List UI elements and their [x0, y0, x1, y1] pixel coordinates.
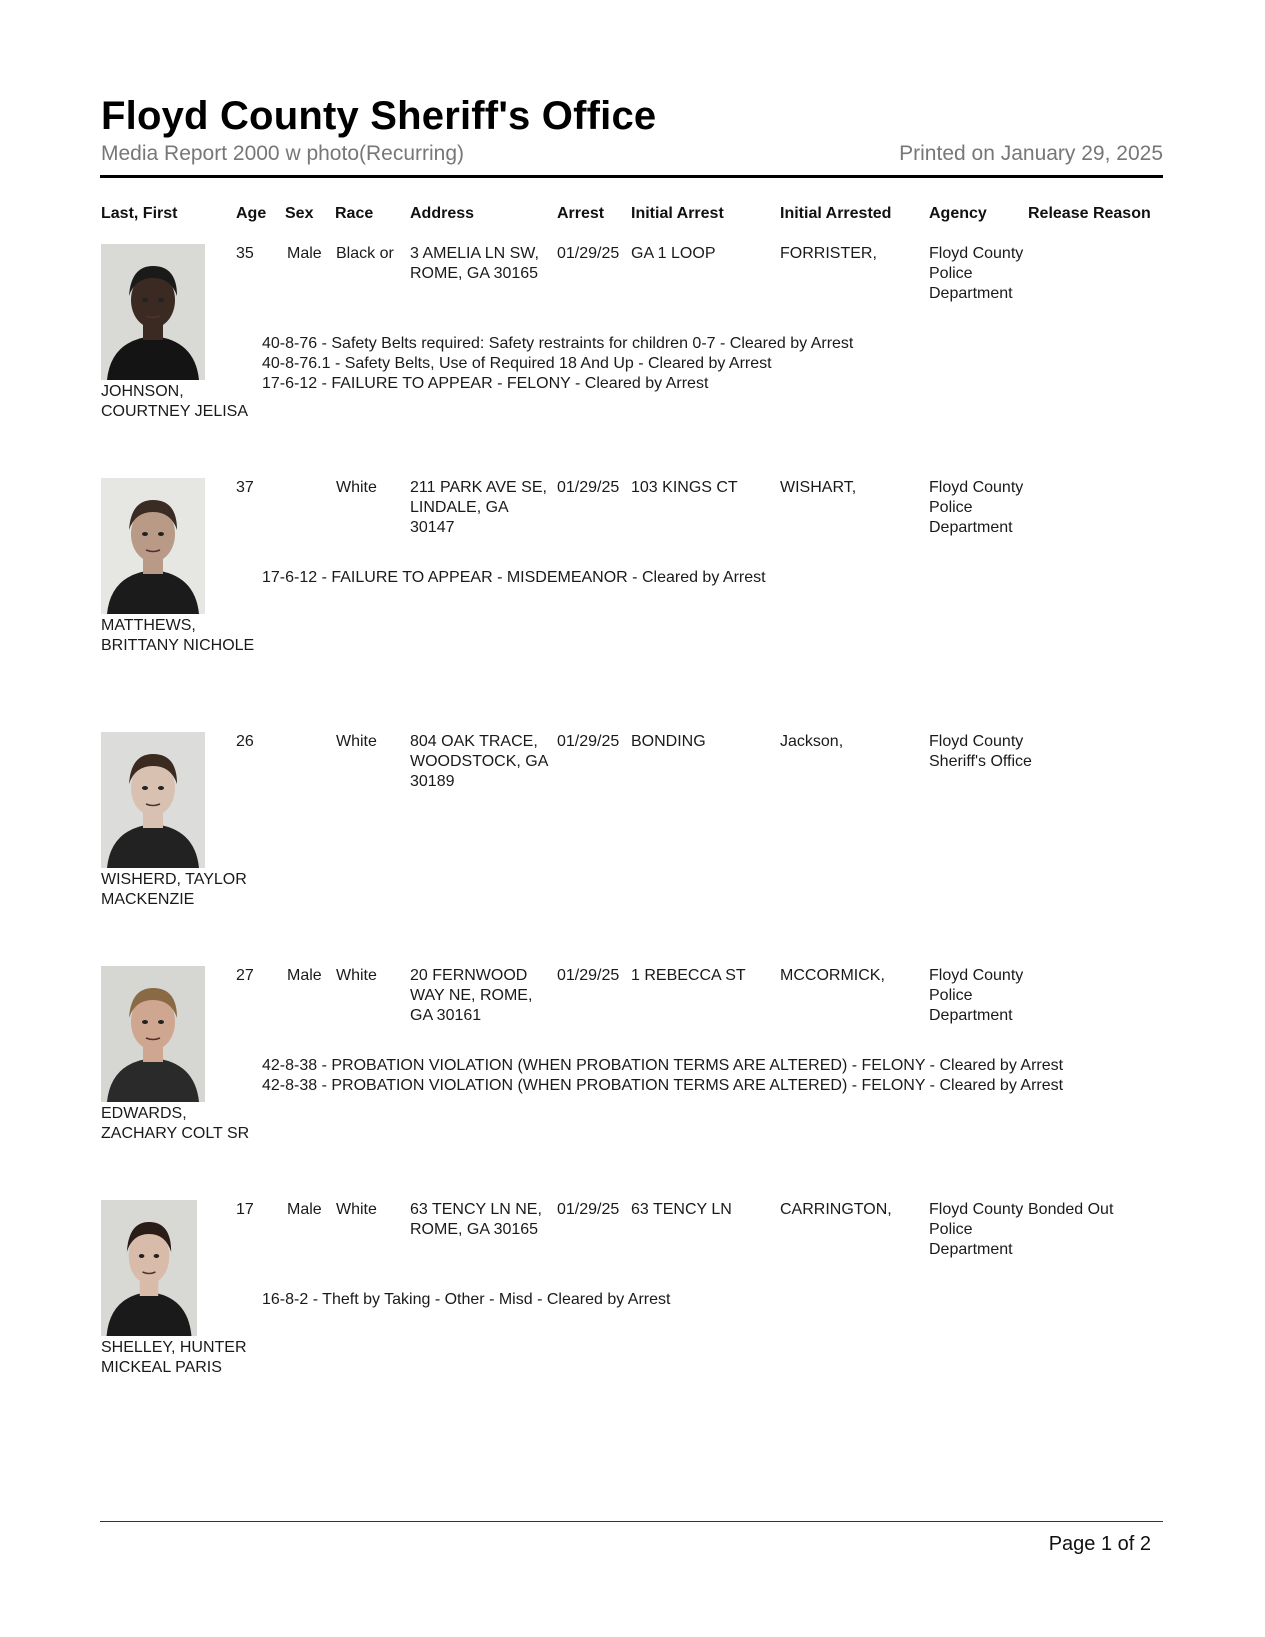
record-initial-arrested: FORRISTER, — [780, 245, 877, 262]
record-address: 211 PARK AVE SE, LINDALE, GA 30147 — [410, 479, 547, 536]
record-charges — [262, 334, 853, 394]
mugshot-photo — [101, 478, 205, 614]
record-row — [0, 244, 1265, 474]
record-address: 804 OAK TRACE, WOODSTOCK, GA 30189 — [410, 733, 549, 790]
column-header-age: Age — [236, 205, 267, 222]
record-address: 3 AMELIA LN SW, ROME, GA 30165 — [410, 245, 539, 282]
record-row — [0, 1200, 1265, 1430]
record-race: White — [336, 1201, 377, 1218]
record-charges — [262, 1056, 1063, 1096]
mugshot-photo — [101, 732, 205, 868]
record-race: White — [336, 479, 377, 496]
column-header-initial-arrested: Initial Arrested — [780, 205, 892, 222]
record-address: 20 FERNWOOD WAY NE, ROME, GA 30161 — [410, 967, 533, 1024]
record-agency: Floyd County Police Department — [929, 967, 1024, 1024]
mugshot-photo — [101, 966, 205, 1102]
record-race: Black or — [336, 245, 394, 262]
record-initial-arrested: CARRINGTON, — [780, 1201, 892, 1218]
record-age: 26 — [236, 733, 254, 750]
record-arrest-date: 01/29/25 — [557, 479, 620, 496]
record-race: White — [336, 733, 377, 750]
record-row — [0, 478, 1265, 708]
record-row — [0, 732, 1265, 962]
record-row — [0, 966, 1265, 1196]
record-name: WISHERD, TAYLOR MACKENZIE — [101, 871, 247, 908]
record-arrest-date: 01/29/25 — [557, 733, 620, 750]
record-age: 37 — [236, 479, 254, 496]
mugshot-photo — [101, 244, 205, 380]
record-name: MATTHEWS, BRITTANY NICHOLE — [101, 617, 255, 654]
record-initial-arrested: WISHART, — [780, 479, 857, 496]
record-initial-arrest: 1 REBECCA ST — [631, 967, 746, 984]
record-sex: Male — [287, 967, 322, 984]
charge-line: 42-8-38 - PROBATION VIOLATION (WHEN PROBATION TERMS ARE ALTERED) - FELONY - Cleared by Arrest — [262, 1077, 1064, 1094]
column-header-name: Last, First — [101, 205, 178, 222]
record-charges — [262, 568, 766, 588]
record-agency: Floyd County Police Department — [929, 1201, 1024, 1258]
charge-line: 42-8-38 - PROBATION VIOLATION (WHEN PROBATION TERMS ARE ALTERED) - FELONY - Cleared by Arrest — [262, 1057, 1064, 1074]
record-initial-arrest: BONDING — [631, 733, 706, 750]
footer-rule — [100, 1521, 1163, 1522]
record-name: SHELLEY, HUNTER MICKEAL PARIS — [101, 1339, 247, 1376]
column-header-initial-arrest: Initial Arrest — [631, 205, 724, 222]
header-rule — [100, 175, 1163, 178]
record-initial-arrested: Jackson, — [780, 733, 844, 750]
report-subtitle: Media Report 2000 w photo(Recurring) — [101, 142, 465, 165]
charge-line: 40-8-76 - Safety Belts required: Safety restraints for children 0-7 - Cleared by Arrest — [262, 335, 854, 352]
record-sex: Male — [287, 1201, 322, 1218]
record-initial-arrest: 103 KINGS CT — [631, 479, 738, 496]
record-sex: Male — [287, 245, 322, 262]
mugshot-photo — [101, 1200, 197, 1336]
record-age: 35 — [236, 245, 254, 262]
record-arrest-date: 01/29/25 — [557, 1201, 620, 1218]
record-name: EDWARDS, ZACHARY COLT SR — [101, 1105, 250, 1142]
charge-line: 40-8-76.1 - Safety Belts, Use of Required 18 And Up - Cleared by Arrest — [262, 355, 772, 372]
record-race: White — [336, 967, 377, 984]
record-release-reason: Bonded Out — [1028, 1201, 1114, 1218]
record-agency: Floyd County Police Department — [929, 479, 1024, 536]
record-arrest-date: 01/29/25 — [557, 245, 620, 262]
charge-line: 17-6-12 - FAILURE TO APPEAR - MISDEMEANOR - Cleared by Arrest — [262, 569, 766, 586]
record-agency: Floyd County Police Department — [929, 245, 1024, 302]
record-age: 17 — [236, 1201, 254, 1218]
record-initial-arrest: 63 TENCY LN — [631, 1201, 732, 1218]
column-header-release-reason: Release Reason — [1028, 205, 1151, 222]
column-header-address: Address — [410, 205, 475, 222]
record-arrest-date: 01/29/25 — [557, 967, 620, 984]
printed-date: Printed on January 29, 2025 — [899, 142, 1163, 165]
record-charges — [262, 1290, 670, 1310]
record-initial-arrested: MCCORMICK, — [780, 967, 885, 984]
charge-line: 17-6-12 - FAILURE TO APPEAR - FELONY - Cleared by Arrest — [262, 375, 709, 392]
page-number: Page 1 of 2 — [1048, 1533, 1151, 1555]
column-header-agency: Agency — [929, 205, 987, 222]
record-address: 63 TENCY LN NE, ROME, GA 30165 — [410, 1201, 542, 1238]
column-header-arrest: Arrest — [557, 205, 605, 222]
record-age: 27 — [236, 967, 254, 984]
column-header-sex: Sex — [285, 205, 314, 222]
column-header-race: Race — [335, 205, 374, 222]
record-name: JOHNSON, COURTNEY JELISA — [101, 383, 249, 420]
charge-line: 16-8-2 - Theft by Taking - Other - Misd - Cleared by Arrest — [262, 1291, 671, 1308]
record-initial-arrest: GA 1 LOOP — [631, 245, 716, 262]
record-agency: Floyd County Sheriff's Office — [929, 733, 1032, 770]
page-title: Floyd County Sheriff's Office — [101, 94, 657, 138]
